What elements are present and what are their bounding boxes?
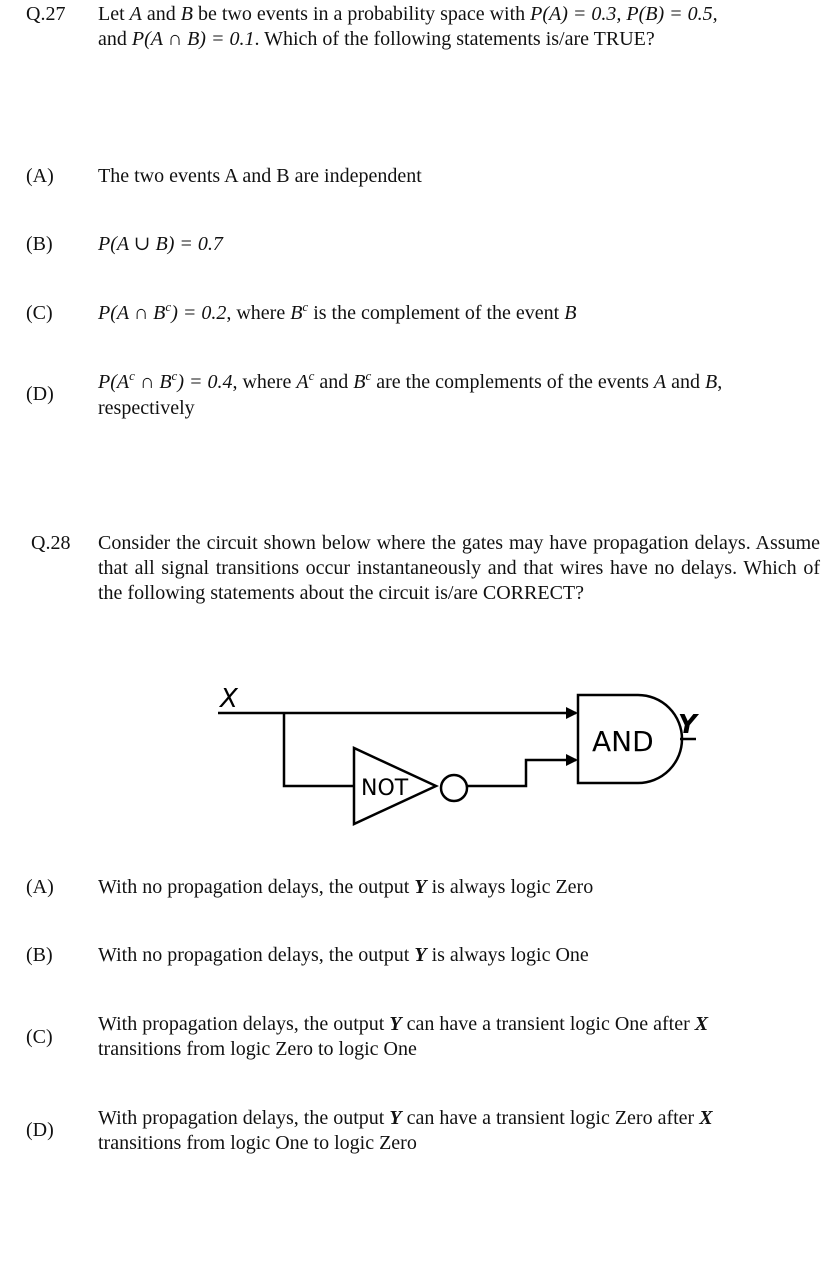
q27-stem xyxy=(98,2,820,52)
q27-stem-line1: Let A and B be two events in a probability space with P(A) = 0.3, P(B) = 0.5, xyxy=(98,3,718,25)
q28-option-a-label[interactable]: (A) xyxy=(26,876,54,898)
q27-option-a-label[interactable]: (A) xyxy=(26,165,54,187)
q28-option-d-line2: transitions from logic One to logic Zero xyxy=(98,1132,417,1154)
and-gate-label: AND xyxy=(592,725,654,758)
q27-option-b-text: P(A ∪ B) = 0.7 xyxy=(98,233,223,255)
q28-option-c-line1: With propagation delays, the output Y can have a transient logic One after X xyxy=(98,1013,709,1035)
q27-option-a-text: The two events A and B are independent xyxy=(98,165,422,187)
q27-option-d-label[interactable]: (D) xyxy=(26,383,54,405)
q28-option-d-label[interactable]: (D) xyxy=(26,1119,54,1141)
input-x-label: X xyxy=(220,684,238,714)
q28-option-c-line2: transitions from logic Zero to logic One xyxy=(98,1038,417,1060)
q27-option-d-text xyxy=(98,370,820,421)
q28-option-a-text: With no propagation delays, the output Y is always logic Zero xyxy=(98,876,594,898)
q28-option-c-label[interactable]: (C) xyxy=(26,1026,53,1048)
q27-stem-line2: and P(A ∩ B) = 0.1. Which of the following statements is/are TRUE? xyxy=(98,28,655,50)
output-y-label: Y xyxy=(678,710,697,740)
wire-not-to-and xyxy=(467,760,576,786)
q28-stem: Consider the circuit shown below where the gates may have propagation delays. Assume that all signal transitions occur instantaneously and that wires have no delays. Which of the following statements about the circuit is/are CORRECT? xyxy=(98,532,820,604)
q28-option-b-text: With no propagation delays, the output Y is always logic One xyxy=(98,944,589,966)
circuit-diagram xyxy=(210,675,710,835)
q27-option-d-line2: respectively xyxy=(98,397,195,419)
q28-option-d-text xyxy=(98,1106,820,1156)
not-bubble xyxy=(441,775,467,801)
q27-number: Q.27 xyxy=(26,3,66,25)
q28-option-d-line1: With propagation delays, the output Y can have a transient logic Zero after X xyxy=(98,1107,713,1129)
q28-option-b-label[interactable]: (B) xyxy=(26,944,53,966)
q28-option-c-text xyxy=(98,1012,820,1062)
q27-option-b-label[interactable]: (B) xyxy=(26,233,53,255)
not-gate-label: NOT xyxy=(361,776,409,801)
q27-option-c-label[interactable]: (C) xyxy=(26,302,53,324)
wire-x-to-not xyxy=(284,713,354,786)
q27-option-c-text: P(A ∩ $B^c) = 0.2$, where $B^c$ is the complement of the event B xyxy=(98,299,577,324)
q27-option-d-line1: $P(A^c$ ∩ $B^c) = 0.4$, where $A^c$ and $B^c$ are the complements of the events A and B, xyxy=(98,368,723,393)
q28-number: Q.28 xyxy=(31,532,71,554)
